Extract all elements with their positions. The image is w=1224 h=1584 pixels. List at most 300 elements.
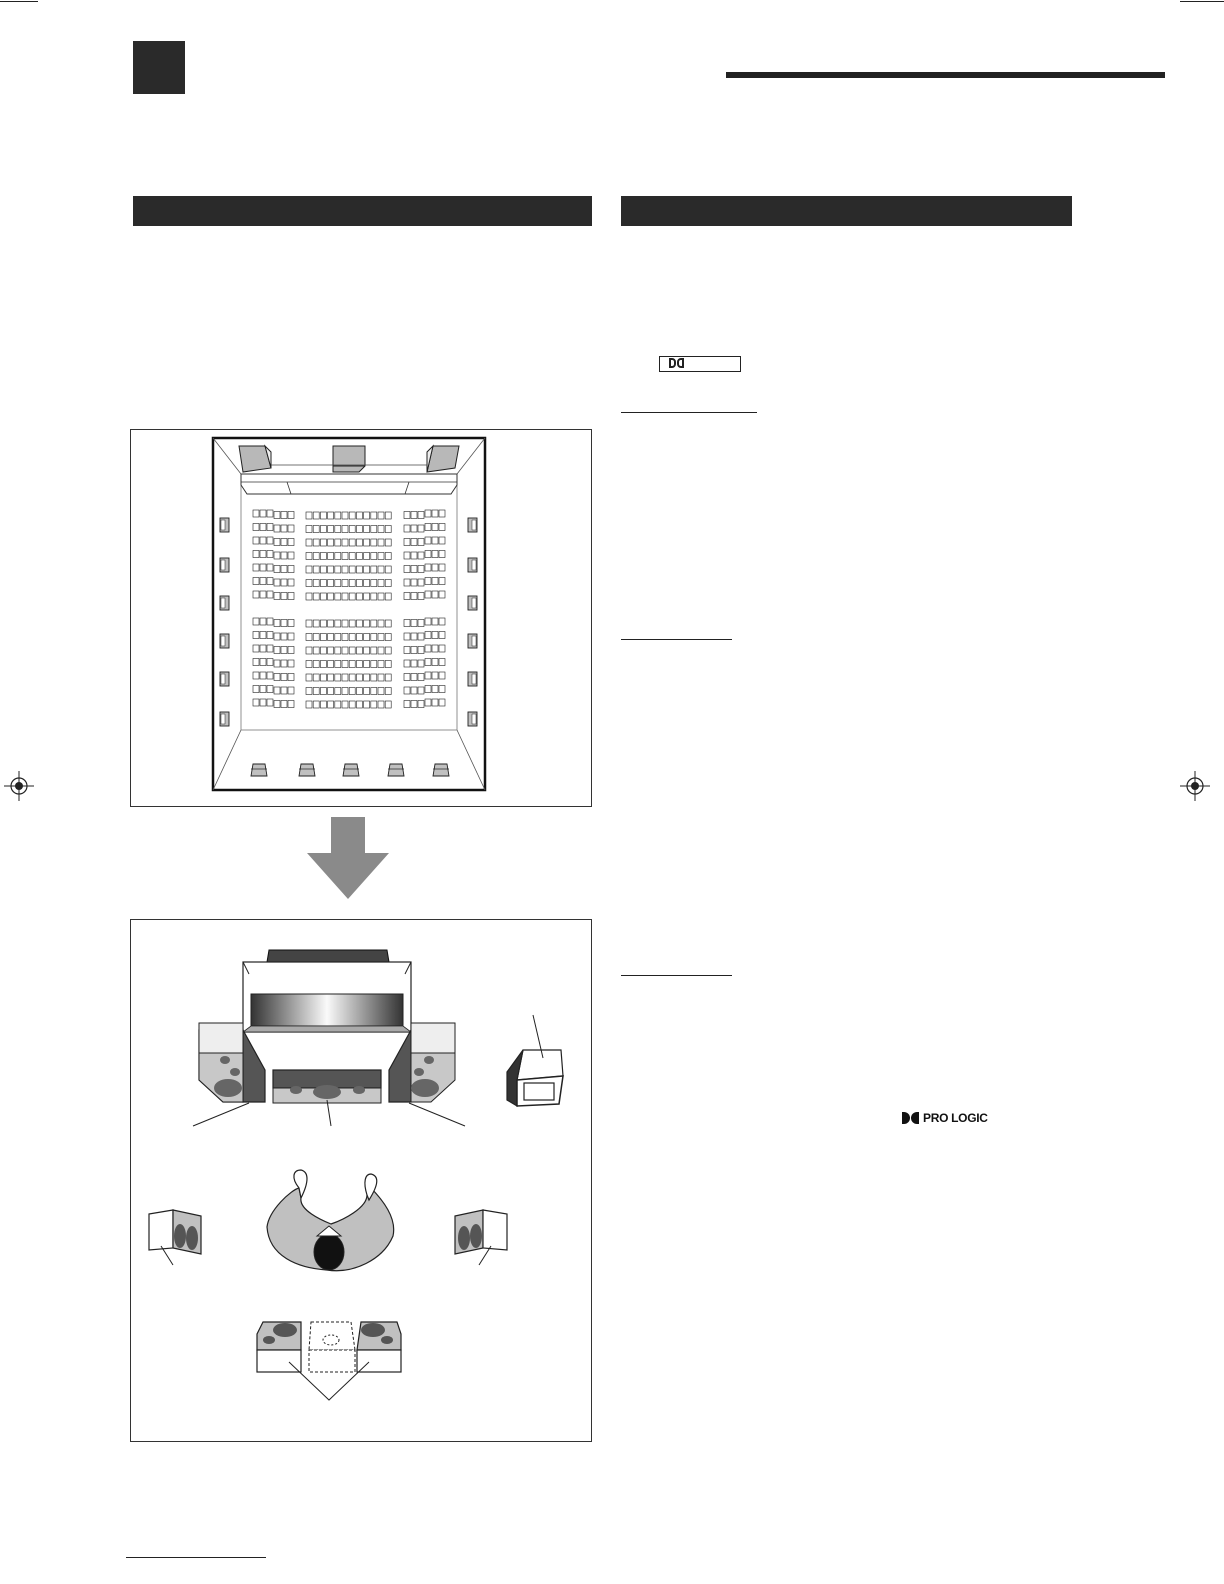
seat (281, 660, 287, 667)
seat (253, 510, 259, 517)
seat (439, 632, 445, 639)
seat (418, 633, 424, 640)
seat (328, 661, 334, 668)
seat (385, 701, 391, 708)
seat (364, 539, 370, 546)
seat (404, 593, 410, 600)
seat (411, 579, 417, 586)
seat (411, 674, 417, 681)
seat (432, 672, 438, 679)
seat (404, 539, 410, 546)
seat (288, 552, 294, 559)
side-speaker-icon (220, 634, 229, 648)
seat (404, 701, 410, 708)
seat (378, 674, 384, 681)
seat (356, 674, 362, 681)
seat (425, 537, 431, 544)
seat (288, 633, 294, 640)
seat (349, 553, 355, 560)
crop-mark-top-right (1180, 1, 1224, 2)
seat (425, 632, 431, 639)
seat (432, 524, 438, 531)
seat (439, 618, 445, 625)
side-speaker-icon (468, 558, 477, 572)
seat (432, 686, 438, 693)
home-theater-illustration (131, 920, 591, 1441)
seat (306, 674, 312, 681)
seat (313, 647, 319, 654)
dolby-double-d-icon (669, 358, 676, 368)
seat (356, 580, 362, 587)
seat (371, 620, 377, 627)
seat (306, 580, 312, 587)
seat (439, 659, 445, 666)
seat (335, 593, 341, 600)
seat (306, 688, 312, 695)
seat (439, 564, 445, 571)
seat (439, 551, 445, 558)
seat (306, 701, 312, 708)
seat (260, 510, 266, 517)
seat (364, 661, 370, 668)
seat (281, 674, 287, 681)
seat (385, 566, 391, 573)
seat (418, 620, 424, 627)
seat (320, 526, 326, 533)
seat (432, 510, 438, 517)
seat (411, 525, 417, 532)
seat (425, 551, 431, 558)
side-speaker-icon (468, 672, 477, 686)
dolby-pro-logic-logo (902, 1110, 988, 1126)
seat (274, 701, 280, 708)
seat (439, 537, 445, 544)
front-right-speaker-icon-2 (389, 1023, 455, 1102)
seat (404, 674, 410, 681)
seat (432, 632, 438, 639)
seat (288, 566, 294, 573)
seat (253, 672, 259, 679)
seat (404, 633, 410, 640)
seat (328, 593, 334, 600)
seat (411, 633, 417, 640)
seat (267, 645, 273, 652)
seat (418, 593, 424, 600)
seat (349, 539, 355, 546)
seat (378, 566, 384, 573)
registration-target-icon-right (1180, 771, 1210, 801)
seat (404, 687, 410, 694)
seat (274, 647, 280, 654)
seat (253, 551, 259, 558)
seat (385, 526, 391, 533)
seat (328, 634, 334, 641)
front-left-speaker-icon-2 (199, 1023, 265, 1102)
seat (253, 537, 259, 544)
seat (281, 593, 287, 600)
seat (418, 525, 424, 532)
seat (418, 687, 424, 694)
seat (356, 566, 362, 573)
seat (411, 701, 417, 708)
seat (313, 701, 319, 708)
seat (288, 660, 294, 667)
seat (320, 674, 326, 681)
seat (418, 579, 424, 586)
seat (385, 553, 391, 560)
seat (349, 526, 355, 533)
seat (274, 660, 280, 667)
seat (320, 688, 326, 695)
seat (267, 510, 273, 517)
seat (267, 618, 273, 625)
seat (260, 699, 266, 706)
seat (335, 661, 341, 668)
seat (439, 578, 445, 585)
seat (364, 647, 370, 654)
seat (328, 553, 334, 560)
seat (342, 647, 348, 654)
seat (281, 647, 287, 654)
seat (371, 661, 377, 668)
seat (385, 512, 391, 519)
seat (335, 634, 341, 641)
seat (371, 553, 377, 560)
seat (378, 512, 384, 519)
seat (378, 634, 384, 641)
seat (335, 674, 341, 681)
seat (320, 620, 326, 627)
seat (432, 578, 438, 585)
seat (378, 580, 384, 587)
seat (313, 553, 319, 560)
seat (274, 687, 280, 694)
seat (335, 512, 341, 519)
seat (439, 645, 445, 652)
seat (320, 580, 326, 587)
seat (364, 566, 370, 573)
seat (356, 593, 362, 600)
seat (281, 566, 287, 573)
rear-speaker-icon (343, 764, 359, 776)
seat (439, 591, 445, 598)
seat (432, 618, 438, 625)
seat (425, 524, 431, 531)
seat (356, 701, 362, 708)
seat (385, 661, 391, 668)
pro-logic-logo-text: PRO LOGIC (923, 1111, 988, 1125)
seat (439, 524, 445, 531)
seat (328, 526, 334, 533)
seat (320, 539, 326, 546)
seat (356, 620, 362, 627)
seat (328, 674, 334, 681)
seat (371, 539, 377, 546)
seat (260, 632, 266, 639)
seat (253, 645, 259, 652)
seat (385, 688, 391, 695)
seat (404, 566, 410, 573)
seat (342, 566, 348, 573)
seat (371, 647, 377, 654)
seat (342, 701, 348, 708)
seat (342, 539, 348, 546)
seat (260, 551, 266, 558)
seat (306, 593, 312, 600)
subheading-underline-1 (621, 412, 757, 413)
seat (385, 580, 391, 587)
seat (335, 580, 341, 587)
seat (385, 620, 391, 627)
seat (425, 618, 431, 625)
seat (432, 659, 438, 666)
seat (349, 620, 355, 627)
seat (328, 566, 334, 573)
seat (306, 553, 312, 560)
seat (313, 539, 319, 546)
section-bar-right (621, 196, 1072, 226)
seat (253, 618, 259, 625)
seat (253, 659, 259, 666)
seat (281, 620, 287, 627)
seat (288, 620, 294, 627)
seat (274, 539, 280, 546)
surround-left-speaker-icon (149, 1210, 201, 1254)
seat (371, 688, 377, 695)
seat (274, 525, 280, 532)
seat (267, 524, 273, 531)
seat (411, 647, 417, 654)
crop-mark-top-left (0, 1, 38, 2)
seat (267, 551, 273, 558)
side-speaker-icon (468, 712, 477, 726)
seat (432, 537, 438, 544)
down-arrow-icon (305, 817, 391, 901)
seat (371, 701, 377, 708)
seat (320, 593, 326, 600)
seat (371, 566, 377, 573)
seat (356, 647, 362, 654)
seat (253, 578, 259, 585)
seat (371, 512, 377, 519)
seat (425, 659, 431, 666)
seat (267, 686, 273, 693)
seat (356, 553, 362, 560)
listener-icon (267, 1170, 394, 1271)
seat (306, 620, 312, 627)
side-speaker-icon (468, 634, 477, 648)
seat (404, 620, 410, 627)
seat (432, 591, 438, 598)
seat (281, 539, 287, 546)
seat (313, 526, 319, 533)
seat (306, 539, 312, 546)
rear-speaker-icon (388, 764, 404, 776)
seat (288, 701, 294, 708)
television-icon (243, 950, 411, 1032)
seat (439, 699, 445, 706)
side-speaker-icon (220, 558, 229, 572)
seat (356, 661, 362, 668)
seat (313, 688, 319, 695)
seat (288, 539, 294, 546)
seat (342, 553, 348, 560)
seat (253, 591, 259, 598)
theater-illustration-frame (130, 429, 592, 807)
seat (328, 620, 334, 627)
seat (349, 634, 355, 641)
seat (385, 539, 391, 546)
seat (281, 512, 287, 519)
seat (274, 579, 280, 586)
seat (281, 525, 287, 532)
rear-speaker-icon (433, 764, 449, 776)
seat (418, 566, 424, 573)
seat (260, 686, 266, 693)
seat (364, 580, 370, 587)
rear-left-speaker-icon (257, 1322, 301, 1372)
seat (342, 512, 348, 519)
seat (335, 647, 341, 654)
section-marker-square (133, 41, 185, 94)
seat (267, 659, 273, 666)
subheading-underline-3 (621, 975, 732, 976)
seat (281, 687, 287, 694)
seat (267, 699, 273, 706)
seat (313, 566, 319, 573)
seat (288, 593, 294, 600)
seat (432, 645, 438, 652)
seat (253, 699, 259, 706)
rear-speaker-icon (299, 764, 315, 776)
seat (425, 645, 431, 652)
seat (385, 593, 391, 600)
seat (364, 512, 370, 519)
seat (306, 634, 312, 641)
seat (288, 674, 294, 681)
seat (364, 620, 370, 627)
seat (342, 526, 348, 533)
seat (328, 512, 334, 519)
seat (281, 701, 287, 708)
seat (253, 632, 259, 639)
seat (411, 566, 417, 573)
front-right-speaker-icon (427, 446, 459, 472)
seat (425, 591, 431, 598)
seat (364, 674, 370, 681)
seat (371, 634, 377, 641)
seat (342, 580, 348, 587)
home-theater-illustration-frame (130, 919, 592, 1442)
seat (267, 578, 273, 585)
seat (404, 512, 410, 519)
seat (439, 510, 445, 517)
seat (418, 647, 424, 654)
seat (342, 661, 348, 668)
rear-speaker-icon (251, 764, 267, 776)
seat (320, 701, 326, 708)
side-speaker-icon (220, 518, 229, 532)
header-rule (726, 72, 1165, 78)
seat (267, 564, 273, 571)
seat (425, 510, 431, 517)
rear-right-speaker-icon (357, 1322, 401, 1372)
side-speaker-icon (468, 596, 477, 610)
seat (371, 526, 377, 533)
surround-right-speaker-icon (455, 1210, 507, 1254)
seat (313, 580, 319, 587)
seat (411, 552, 417, 559)
seat (356, 539, 362, 546)
seat (274, 674, 280, 681)
seat (432, 551, 438, 558)
front-left-speaker-icon (239, 446, 271, 472)
seat (378, 647, 384, 654)
seat (274, 566, 280, 573)
seat (411, 687, 417, 694)
seat (260, 537, 266, 544)
seat (260, 645, 266, 652)
seat (320, 634, 326, 641)
seat (349, 647, 355, 654)
seat (418, 660, 424, 667)
seat (364, 526, 370, 533)
seat (378, 701, 384, 708)
seat (371, 593, 377, 600)
seat (335, 539, 341, 546)
seat (364, 634, 370, 641)
seat (349, 688, 355, 695)
seat (335, 688, 341, 695)
seat (320, 647, 326, 654)
seat (306, 661, 312, 668)
seat (404, 579, 410, 586)
seat (288, 512, 294, 519)
side-speaker-icon (220, 596, 229, 610)
seat (260, 524, 266, 531)
seat (425, 578, 431, 585)
seat (267, 591, 273, 598)
seat (425, 699, 431, 706)
seat (320, 512, 326, 519)
seat (342, 674, 348, 681)
seat (306, 566, 312, 573)
seat (342, 593, 348, 600)
footer-rule (126, 1557, 266, 1558)
seat (281, 552, 287, 559)
seat (342, 620, 348, 627)
seat (313, 593, 319, 600)
seat (253, 524, 259, 531)
seat (364, 688, 370, 695)
subwoofer-icon (507, 1050, 563, 1106)
seat (385, 634, 391, 641)
seat (260, 672, 266, 679)
seat (349, 661, 355, 668)
seat (432, 699, 438, 706)
seat (404, 647, 410, 654)
side-speaker-icon (220, 672, 229, 686)
seat (418, 512, 424, 519)
seat (356, 634, 362, 641)
seat (328, 580, 334, 587)
seat (378, 620, 384, 627)
seat (288, 525, 294, 532)
section-bar-left (133, 196, 592, 226)
seat (313, 620, 319, 627)
seat (378, 539, 384, 546)
seat (439, 686, 445, 693)
